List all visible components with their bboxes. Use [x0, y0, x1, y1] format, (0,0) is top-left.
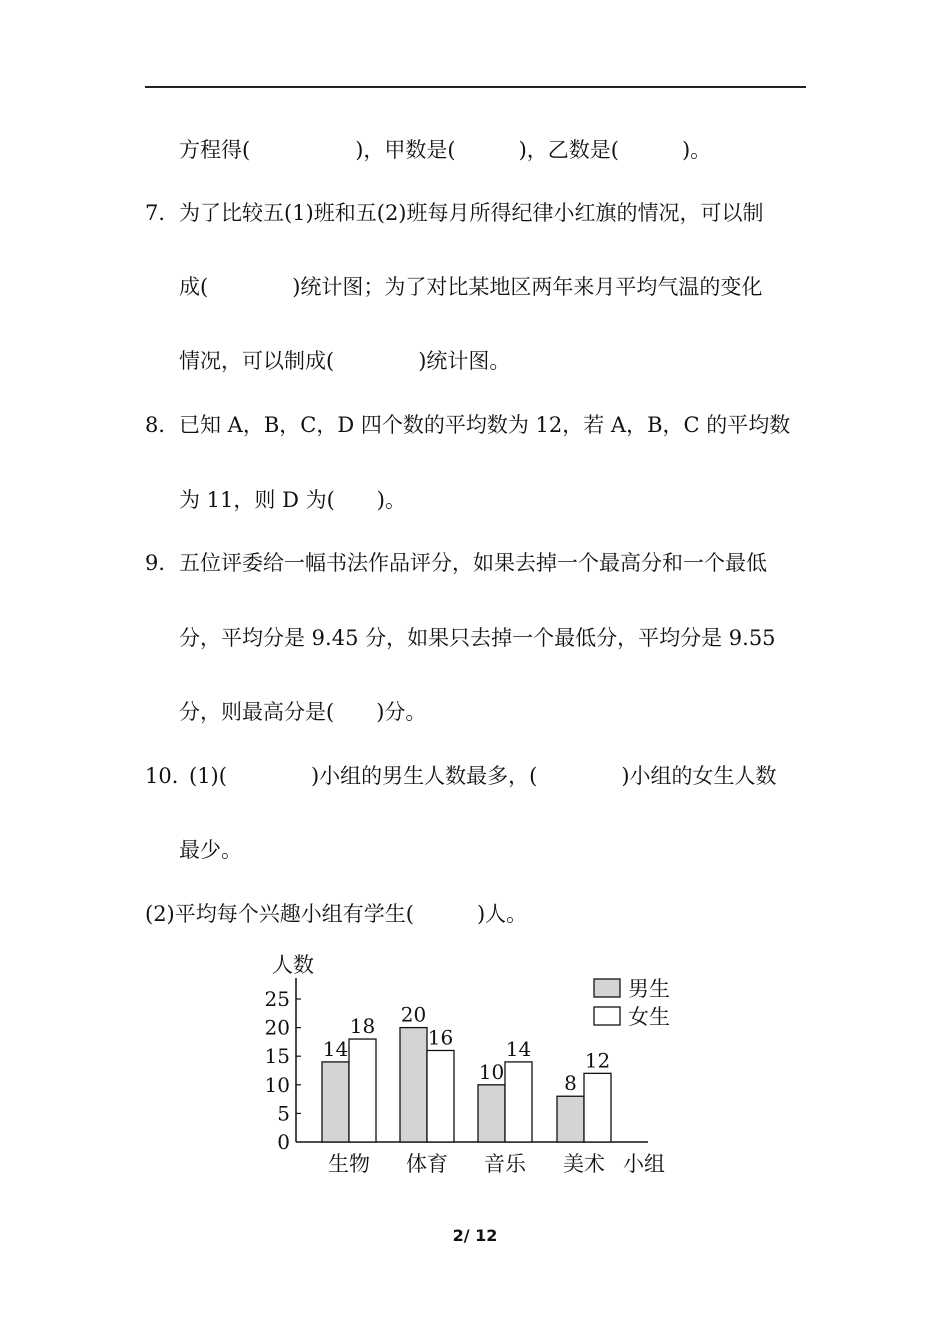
y-tick-label: 25: [264, 987, 290, 1011]
category-label: 生物: [328, 1152, 370, 1176]
bar-boys: [557, 1096, 584, 1142]
legend-swatch: [594, 1007, 620, 1025]
data-label: 8: [564, 1071, 577, 1096]
q9-line-2: 分，平均分是 9.45 分，如果只去掉一个最低分，平均分是 9.55: [179, 626, 776, 650]
y-tick-label: 20: [264, 1015, 290, 1040]
q7-line-1: 为了比较五(1)班和五(2)班每月所得纪律小红旗的情况，可以制: [179, 201, 764, 225]
y-tick-label: 5: [277, 1101, 290, 1126]
q10-line-3: (2)平均每个兴趣小组有学生( )人。: [145, 902, 528, 926]
q8-line-2: 为 11，则 D 为( )。: [179, 488, 406, 512]
q8-number: 8．: [145, 413, 180, 437]
data-label: 18: [349, 1014, 376, 1039]
legend-swatch: [594, 979, 620, 997]
data-label: 16: [427, 1025, 454, 1050]
x-axis-label: 小组: [623, 1152, 665, 1176]
q7-line-2: 成( )统计图；为了对比某地区两年来月平均气温的变化: [179, 275, 763, 299]
q8-line-1: 已知 A，B，C，D 四个数的平均数为 12，若 A，B，C 的平均数: [179, 413, 791, 437]
bar-girls: [505, 1062, 532, 1142]
page-number: 2/ 12: [452, 1226, 498, 1245]
q10-line-1: (1)( )小组的男生人数最多，( )小组的女生人数: [189, 764, 777, 788]
category-label: 体育: [406, 1152, 448, 1176]
q9-number: 9．: [145, 551, 180, 575]
legend-label: 男生: [628, 977, 670, 1001]
y-axis-label: 人数: [272, 953, 314, 977]
bar-boys: [400, 1028, 427, 1142]
q9-line-3: 分，则最高分是( )分。: [179, 700, 427, 724]
data-label: 14: [505, 1036, 532, 1061]
q10-number: 10．: [145, 764, 193, 788]
category-label: 美术: [563, 1152, 605, 1176]
y-tick-label: 0: [277, 1130, 290, 1154]
bar-boys: [322, 1062, 349, 1142]
q10-line-2: 最少。: [179, 838, 242, 862]
data-label: 12: [584, 1048, 611, 1073]
bar-girls: [427, 1050, 454, 1142]
bar-girls: [349, 1039, 376, 1142]
category-label: 音乐: [484, 1152, 526, 1176]
y-tick-label: 15: [264, 1044, 290, 1069]
q6-continuation: 方程得( )，甲数是( )，乙数是( )。: [179, 138, 712, 162]
data-label: 14: [322, 1036, 349, 1061]
bar-boys: [478, 1085, 505, 1142]
q9-line-1: 五位评委给一幅书法作品评分，如果去掉一个最高分和一个最低: [179, 551, 767, 575]
bar-girls: [584, 1073, 611, 1142]
data-label: 20: [400, 1002, 427, 1027]
q7-line-3: 情况，可以制成( )统计图。: [179, 349, 511, 373]
y-tick-label: 10: [264, 1072, 290, 1097]
legend-label: 女生: [628, 1005, 670, 1029]
data-label: 10: [478, 1059, 505, 1084]
q7-number: 7．: [145, 201, 180, 225]
